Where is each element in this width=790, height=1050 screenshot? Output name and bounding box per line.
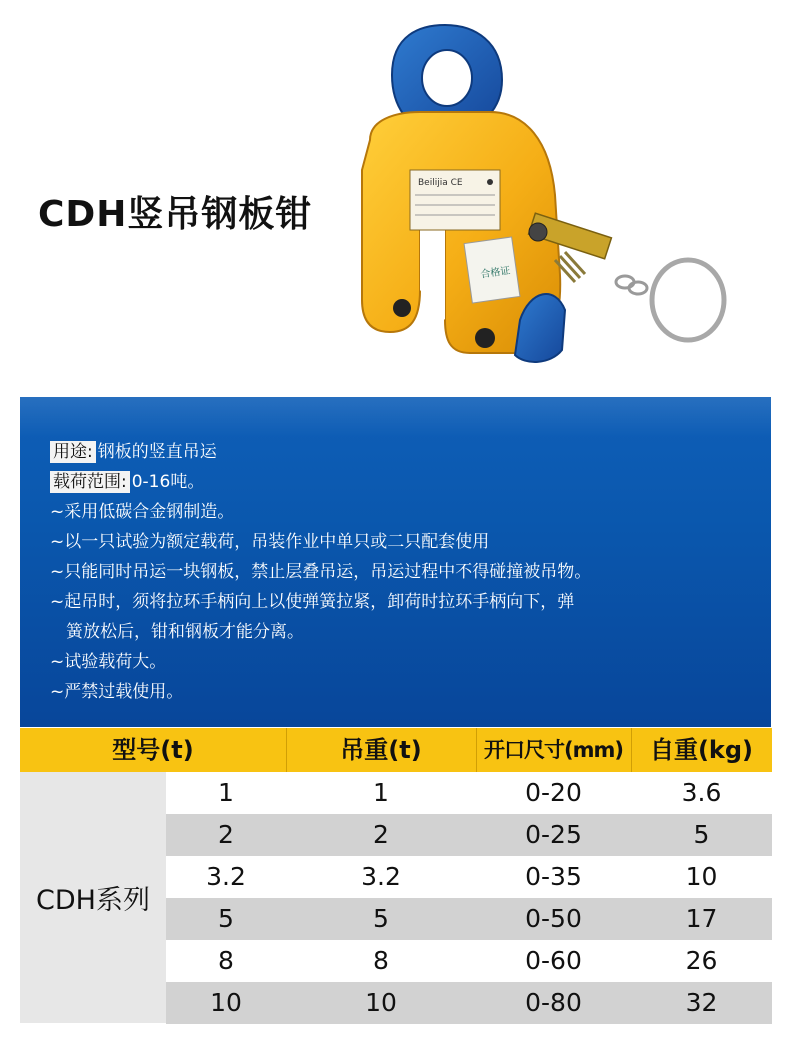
feature-bullet: ~采用低碳合金钢制造。 [50,502,235,522]
pull-ring [616,260,724,340]
cell-lifting-weight: 10 [365,988,397,1017]
load-range-line [50,467,750,497]
header-opening-size: 开口尺寸(mm) [484,738,623,762]
svg-text:合格证: 合格证 [479,265,512,281]
usage-line [50,437,750,467]
cell-opening-size: 0-60 [525,946,582,975]
table-body [20,772,772,1023]
cell-model: 8 [218,946,234,975]
table-row [166,772,772,814]
cell-model: 10 [210,988,242,1017]
cell-self-weight: 5 [693,820,710,849]
feature-bullet: ~只能同时吊运一块钢板，禁止层叠吊运，吊运过程中不得碰撞被吊物。 [50,562,592,582]
description-panel [20,397,771,727]
cell-opening-size: 0-25 [525,820,582,849]
header-self-weight: 自重(kg) [649,736,754,764]
feature-bullet: ~严禁过载使用。 [50,682,184,702]
cell-model: 3.2 [206,862,246,891]
load-range-text: 0-16吨。 [131,472,205,492]
table-row [166,898,772,940]
cell-model: 5 [218,904,234,933]
header-model: 型号(t) [112,736,194,764]
table-row [166,814,772,856]
cell-opening-size: 0-80 [525,988,582,1017]
load-range-tag: 载荷范围: [50,471,130,493]
usage-text: 钢板的竖直吊运 [97,442,217,462]
feature-bullet-continued: 簧放松后，钳和钢板才能分离。 [66,622,304,642]
product-image [340,20,740,380]
product-title: CDH竖吊钢板钳 [38,194,313,235]
table-row [166,982,772,1024]
cell-opening-size: 0-50 [525,904,582,933]
cell-lifting-weight: 8 [373,946,389,975]
cell-self-weight: 10 [685,862,718,891]
svg-text:Beilijia CE: Beilijia CE [418,178,463,188]
table-header [20,728,772,772]
cell-self-weight: 3.6 [681,778,722,807]
cell-self-weight: 17 [685,904,718,933]
header-lifting-weight: 吊重(t) [340,736,422,764]
cell-opening-size: 0-20 [525,778,582,807]
feature-bullet: ~试验载荷大。 [50,652,167,672]
feature-bullet: ~以一只试验为额定载荷，吊装作业中单只或二只配套使用 [50,532,490,552]
cell-model: 1 [218,778,234,807]
cell-self-weight: 32 [685,988,718,1017]
cell-opening-size: 0-35 [525,862,582,891]
cell-lifting-weight: 1 [373,778,389,807]
cell-lifting-weight: 2 [373,820,389,849]
cell-lifting-weight: 5 [373,904,389,933]
cell-model: 2 [218,820,234,849]
series-label: CDH系列 [20,772,166,1023]
table-row [166,856,772,898]
usage-tag: 用途: [50,441,96,463]
cell-lifting-weight: 3.2 [361,862,401,891]
feature-bullet: ~起吊时，须将拉环手柄向上以使弹簧拉紧，卸荷时拉环手柄向下，弹 [50,592,575,612]
table-row [166,940,772,982]
cell-self-weight: 26 [685,946,718,975]
